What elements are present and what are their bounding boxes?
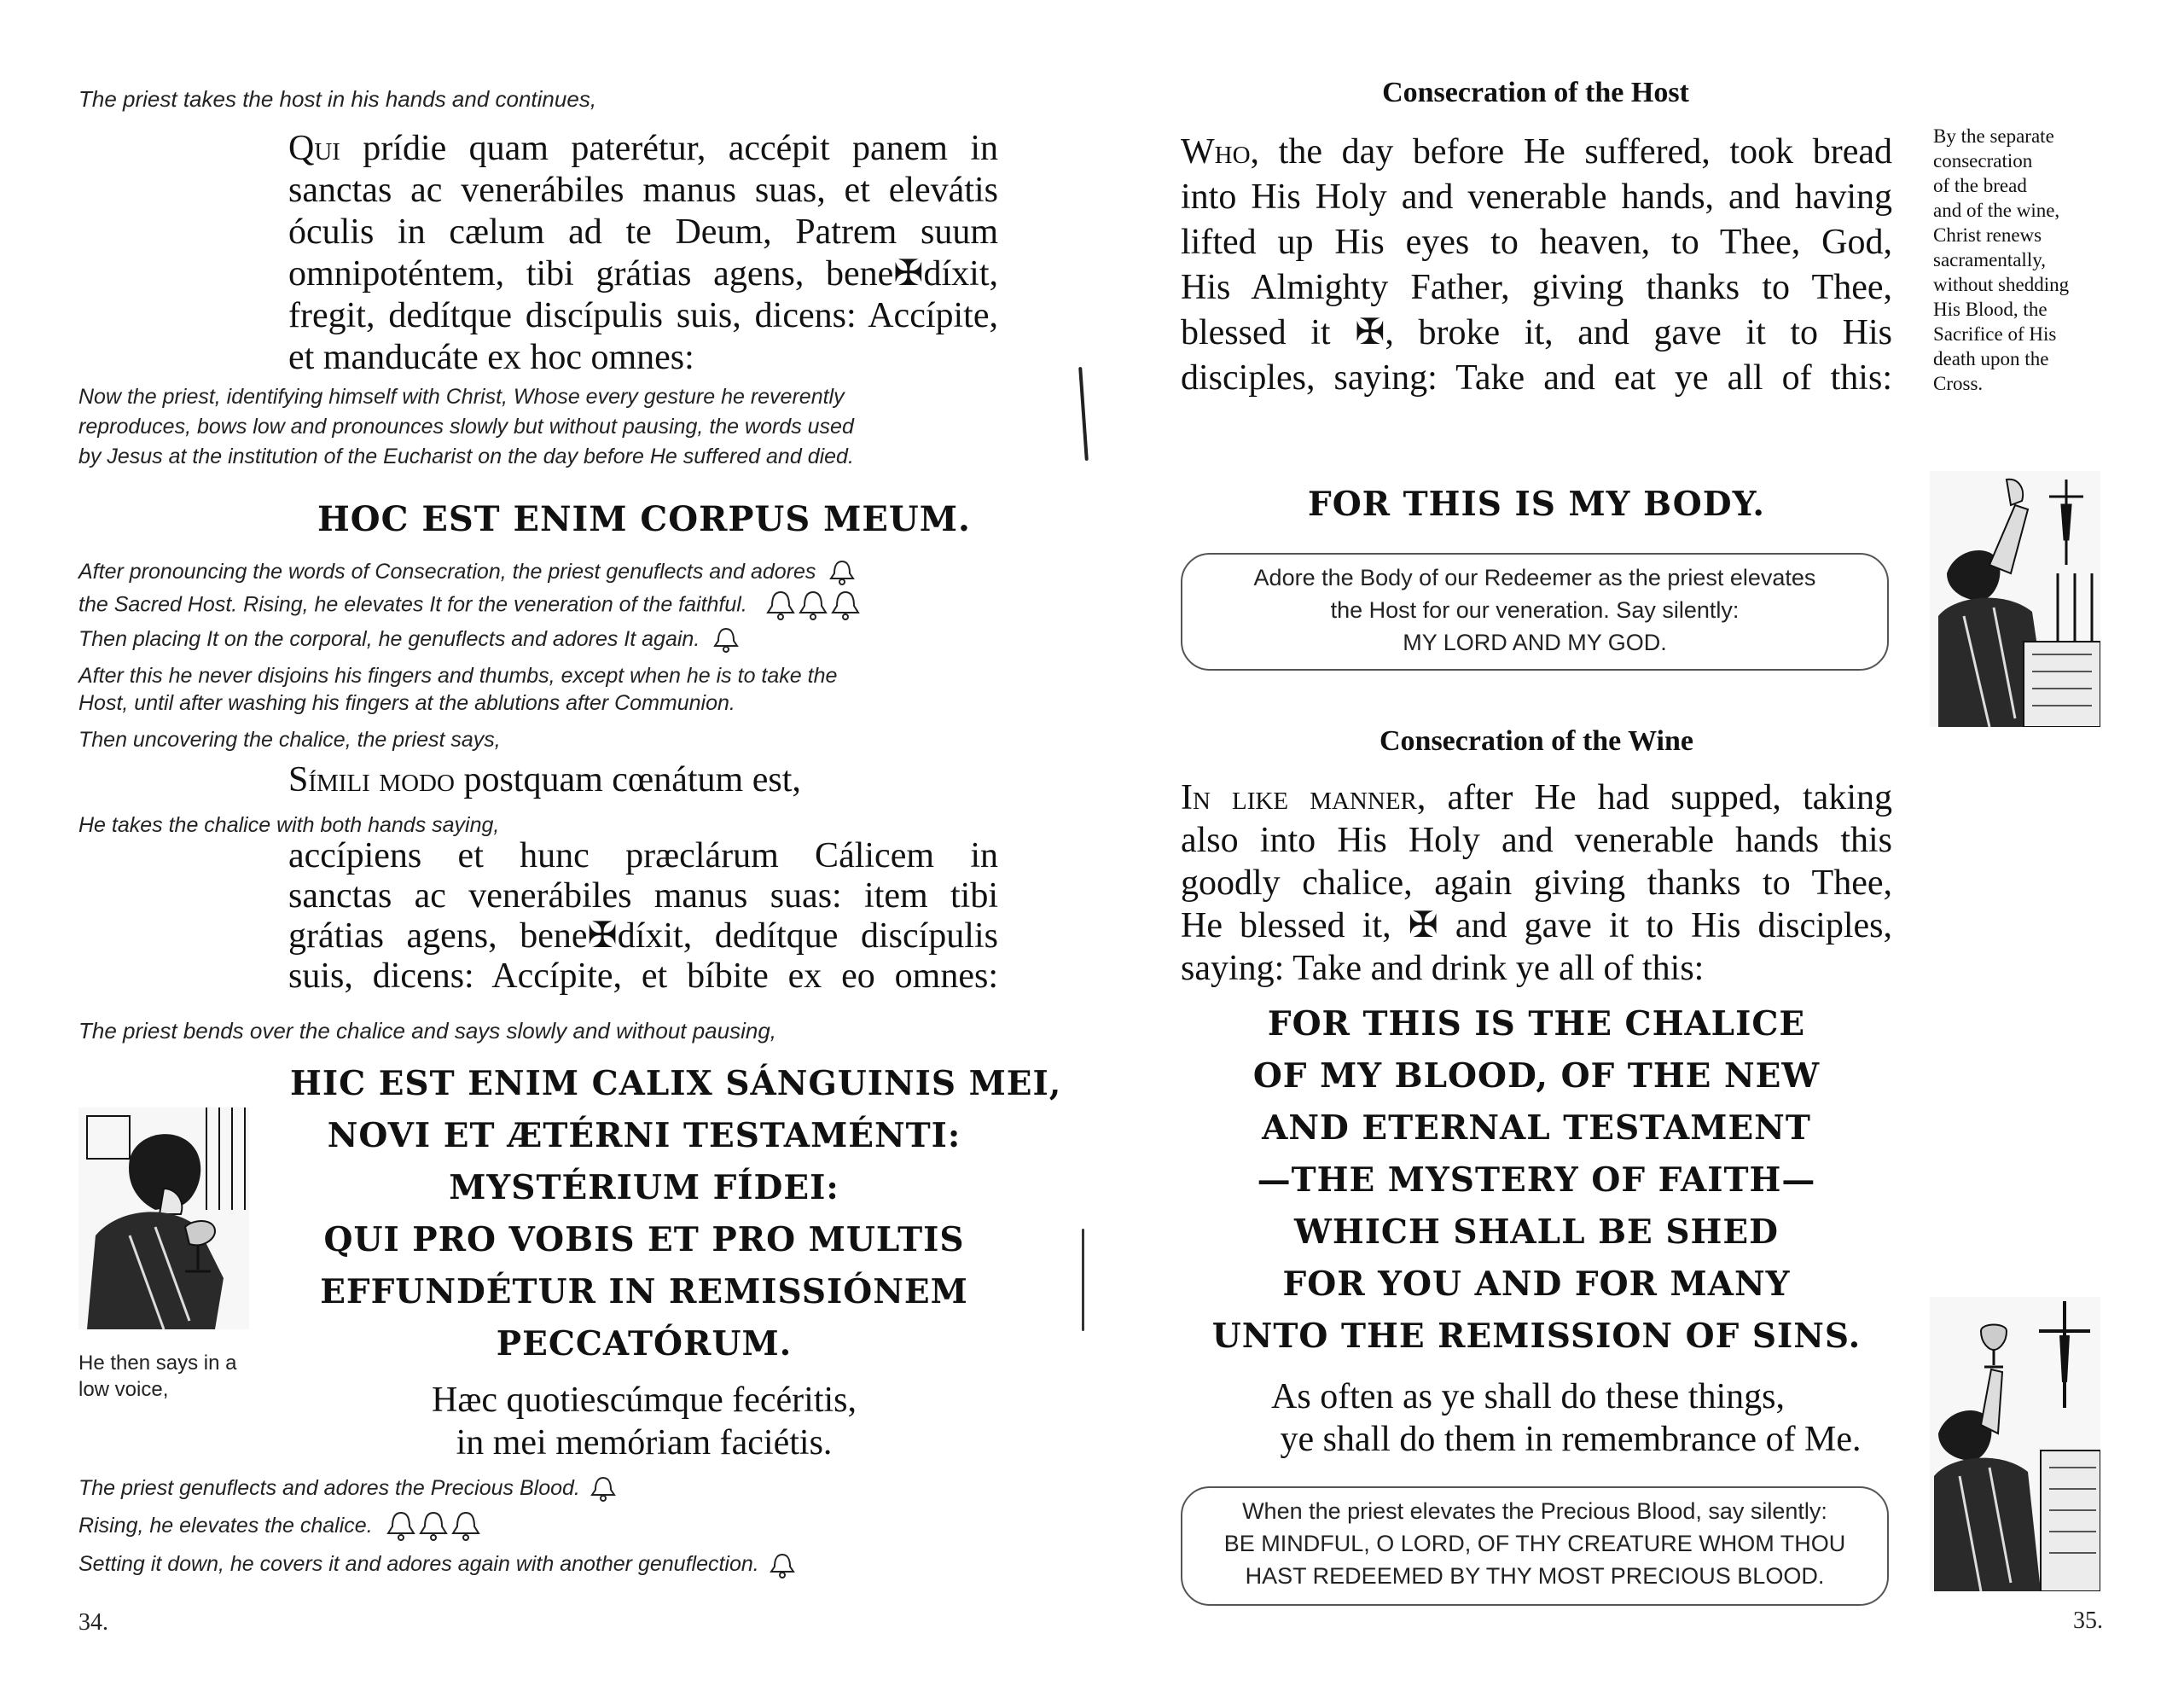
- rubric-line: reproduces, bows low and pronounces slowly but without pausing, the words used: [78, 415, 854, 439]
- rubric-line: Setting it down, he covers it and adores again with another genuflection.: [78, 1545, 797, 1583]
- caps-line: HIC EST ENIM CALIX SÁNGUINIS MEI,: [290, 1064, 1062, 1103]
- english-line: [1181, 776, 1892, 819]
- box-line: HAST REDEEMED BY THY MOST PRECIOUS BLOOD.: [1245, 1563, 1825, 1589]
- english-in-like-manner: [1181, 776, 1892, 990]
- note-line: His Blood, the: [1933, 299, 2048, 320]
- box-line: BE MINDFUL, O LORD, OF THY CREATURE WHOM THOU: [1223, 1531, 1846, 1556]
- english-line: also into His Holy and venerable hands this: [1181, 821, 1892, 860]
- drop-initial: Símili modo: [288, 760, 455, 799]
- english-line: into His Holy and venerable hands, and having: [1181, 177, 1892, 217]
- bell-icon: [712, 626, 741, 654]
- english-text: , after He had supped, taking: [1416, 778, 1892, 817]
- latin-line-last: et manducáte ex hoc omnes:: [288, 338, 694, 377]
- note-line: Cross.: [1933, 373, 1984, 394]
- page-number-left: 34.: [78, 1609, 108, 1636]
- caps-line: AND ETERNAL TESTAMENT: [1262, 1108, 1811, 1148]
- rubric-line: After pronouncing the words of Consecration, the priest genuflects and adores: [78, 557, 862, 587]
- caption-line: He then says in a: [78, 1352, 237, 1375]
- rubric-intro: The priest takes the host in his hands and continues,: [78, 86, 597, 112]
- rubric-bends: The priest bends over the chalice and says slowly and without pausing,: [78, 1018, 777, 1044]
- side-note: [1933, 124, 2069, 396]
- drop-initial: Who: [1181, 132, 1251, 172]
- hic-est-enim-calix: [290, 1058, 1062, 1370]
- heading-consecration-wine: Consecration of the Wine: [1379, 725, 1693, 757]
- rubric-takes: He takes the chalice with both hands saying,: [78, 813, 500, 837]
- for-this-is-my-body: FOR THIS IS MY BODY.: [1308, 485, 1765, 524]
- note-line: and of the wine,: [1933, 200, 2060, 221]
- rubric-line: Rising, he elevates the chalice.: [78, 1507, 797, 1545]
- latin-line: sanctas ac venerábiles manus suas: item tibi: [288, 876, 998, 916]
- box-line: When the priest elevates the Precious Blood, say silently:: [1242, 1498, 1827, 1524]
- rubric-line: by Jesus at the institution of the Eucharist on the day before He suffered and died.: [78, 445, 854, 468]
- bell-icon: [768, 1552, 797, 1579]
- box-line: the Host for our veneration. Say silently:: [1330, 597, 1740, 623]
- caps-line: PECCATÓRUM.: [496, 1324, 793, 1363]
- rubric-genuflect: [78, 557, 862, 654]
- bell-icon: [764, 587, 862, 625]
- note-line: of the bread: [1933, 175, 2027, 196]
- priest-bending-over-chalice-illustration: [78, 1108, 249, 1329]
- english-line: His Almighty Father, giving thanks to Thee,: [1181, 268, 1892, 307]
- caps-line: MYSTÉRIUM FÍDEI:: [449, 1168, 839, 1207]
- latin-accipiens: [288, 836, 998, 997]
- caps-line: FOR THIS IS THE CHALICE: [1267, 1004, 1806, 1044]
- rubric-line: the Sacred Host. Rising, he elevates It for the veneration of the faithful.: [78, 587, 862, 625]
- english-line: lifted up His eyes to heaven, to Thee, God,: [1181, 223, 1892, 262]
- english-text: , the day before He suffered, took bread: [1250, 132, 1892, 172]
- bell-icon: [828, 559, 857, 586]
- english-line: goodly chalice, again giving thanks to Thee,: [1181, 863, 1892, 903]
- english-line: ye shall do them in remembrance of Me.: [1280, 1420, 1862, 1459]
- latin-line: fregit, dedítque discípulis suis, dicens: Accípite,: [288, 296, 998, 335]
- rubric-line: The priest genuflects and adores the Precious Blood.: [78, 1469, 797, 1507]
- english-line: As often as ye shall do these things,: [1271, 1377, 1785, 1416]
- bell-icon: [385, 1508, 482, 1545]
- note-line: consecration: [1933, 150, 2033, 172]
- for-this-is-the-chalice: [1181, 998, 1892, 1363]
- note-line: Christ renews: [1933, 224, 2042, 246]
- caps-line: OF MY BLOOD, OF THE NEW: [1252, 1056, 1821, 1096]
- caps-line: WHICH SHALL BE SHED: [1294, 1212, 1779, 1252]
- english-line: disciples, saying: Take and eat ye all of this:: [1181, 358, 1892, 398]
- latin-text: postquam cœnátum est,: [454, 760, 801, 799]
- caps-line: —THE MYSTERY OF FAITH—: [1257, 1160, 1816, 1200]
- latin-line: óculis in cælum ad te Deum, Patrem suum: [288, 212, 998, 252]
- rubric-line: Then placing It on the corporal, he genuflects and adores It again.: [78, 625, 862, 654]
- rubric-line: Now the priest, identifying himself with Christ, Whose every gesture he reverently: [78, 385, 845, 409]
- box-adore-body: [1181, 553, 1889, 671]
- drop-initial: Qui: [288, 129, 340, 168]
- english-line: He blessed it, ✠ and gave it to His disciples,: [1181, 906, 1892, 945]
- latin-haec-quotiescumque: [290, 1379, 998, 1464]
- latin-line: grátias agens, bene✠díxit, dedítque discípulis: [288, 916, 998, 956]
- box-mindful: [1181, 1486, 1889, 1606]
- heading-consecration-host: Consecration of the Host: [1382, 77, 1689, 108]
- hoc-est-enim-corpus-meum: HOC EST ENIM CORPUS MEUM.: [317, 499, 971, 539]
- rubric-line: Host, until after washing his fingers at the ablutions after Communion.: [78, 691, 735, 715]
- english-line: blessed it ✠, broke it, and gave it to His: [1181, 313, 1892, 352]
- caption-line: low voice,: [78, 1378, 169, 1401]
- latin-line: sanctas ac venerábiles manus suas, et elevátis: [288, 171, 998, 210]
- caps-line: FOR YOU AND FOR MANY: [1282, 1264, 1791, 1304]
- note-line: sacramentally,: [1933, 249, 2046, 270]
- rubric-fingers: [78, 662, 837, 717]
- rubric-precious-blood: [78, 1469, 797, 1583]
- box-line: MY LORD AND MY GOD.: [1403, 630, 1667, 655]
- rubric-bow: [78, 382, 854, 472]
- note-line: By the separate: [1933, 125, 2054, 147]
- rubric-line: After this he never disjoins his fingers and thumbs, except when he is to take the: [78, 664, 838, 688]
- latin-line: accípiens et hunc præclárum Cálicem in: [288, 836, 998, 875]
- note-line: death upon the: [1933, 348, 2049, 369]
- note-line: Sacrifice of His: [1933, 323, 2057, 345]
- caps-line: EFFUNDÉTUR IN REMISSIÓNEM: [320, 1272, 968, 1311]
- latin-line: in mei memóriam faciétis.: [456, 1423, 833, 1462]
- latin-line: suis, dicens: Accípite, et bíbite ex eo omnes:: [288, 956, 998, 996]
- caps-line: NOVI ET ÆTÉRNI TESTAMÉNTI:: [327, 1116, 961, 1155]
- english-as-often: [1181, 1375, 1892, 1461]
- page-number-right: 35.: [2073, 1608, 2103, 1634]
- bell-icon: [589, 1475, 618, 1503]
- priest-elevating-host-illustration: [1930, 471, 2100, 727]
- spine-mark: [1082, 1229, 1084, 1331]
- english-line-last: saying: Take and drink ye all of this:: [1181, 949, 1705, 988]
- latin-line: Hæc quotiescúmque fecéritis,: [431, 1381, 857, 1420]
- english-line: [1181, 130, 1892, 175]
- latin-text: prídie quam paterétur, accépit panem in: [340, 129, 998, 168]
- latin-qui-pridie: [288, 128, 998, 379]
- latin-simili-modo: [288, 759, 801, 801]
- spine-mark: [1078, 367, 1089, 461]
- box-line: Adore the Body of our Redeemer as the priest elevates: [1253, 565, 1816, 590]
- caps-line: QUI PRO VOBIS ET PRO MULTIS: [323, 1220, 965, 1259]
- priest-elevating-chalice-illustration: [1930, 1297, 2100, 1591]
- rubric-uncover: Then uncovering the chalice, the priest says,: [78, 728, 501, 752]
- latin-line: [288, 128, 998, 170]
- drop-initial: In like manner: [1181, 778, 1417, 817]
- note-line: without shedding: [1933, 274, 2070, 295]
- caps-line: UNTO THE REMISSION OF SINS.: [1211, 1317, 1862, 1356]
- caption-low-voice: [78, 1350, 236, 1403]
- english-who: [1181, 130, 1892, 401]
- latin-line: omnipoténtem, tibi grátias agens, bene✠díxit,: [288, 254, 998, 294]
